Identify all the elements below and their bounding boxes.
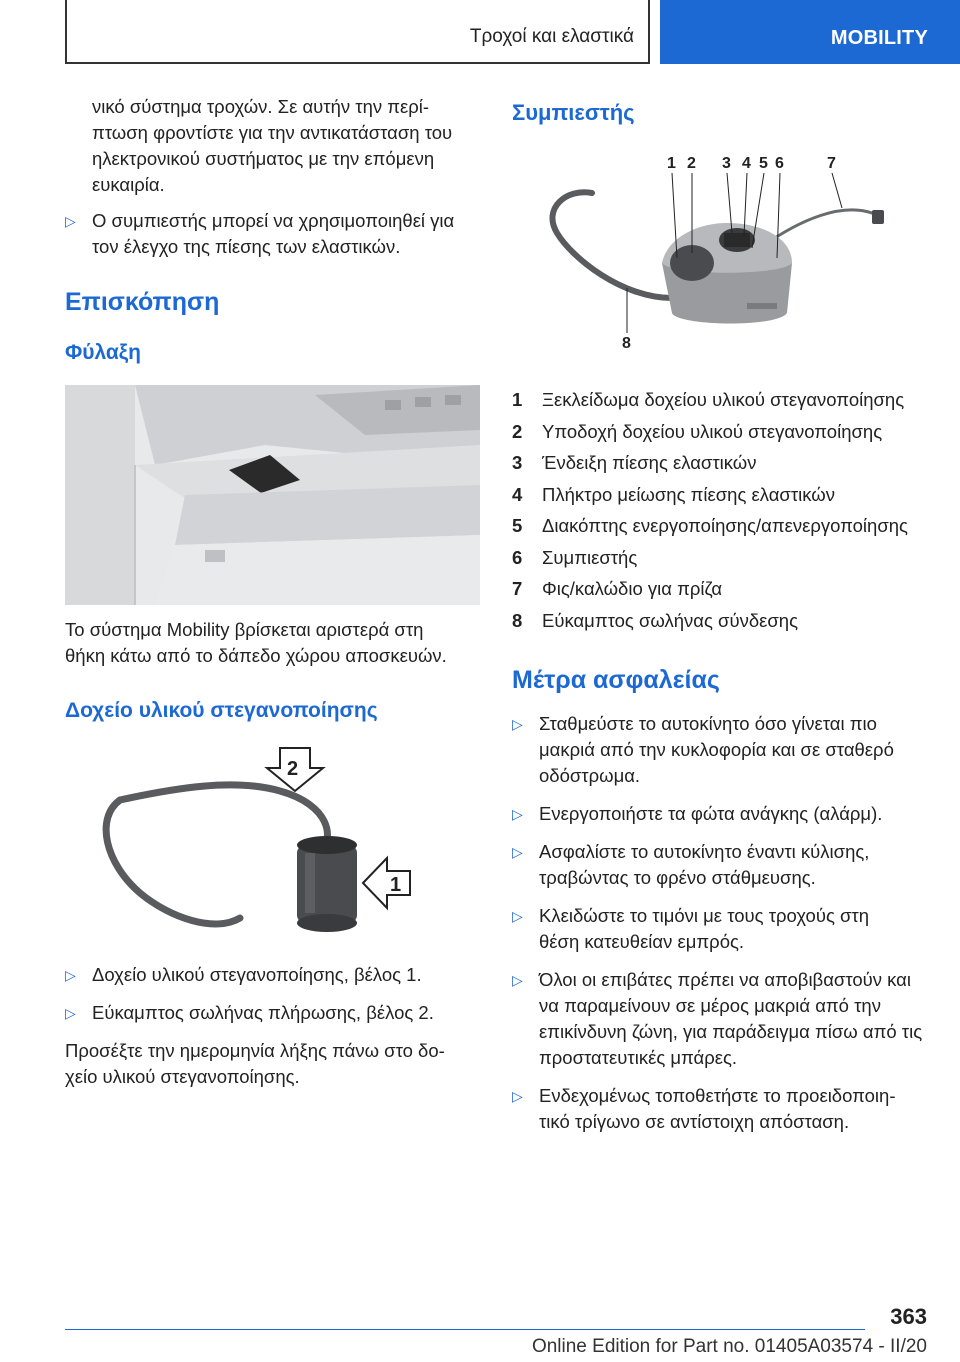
heading-sealant-container: Δοχείο υλικού στεγανοποίησης	[65, 699, 378, 722]
text-line: Ενδεχομένως τοποθετήστε το προειδοποιη-	[539, 1085, 896, 1106]
text-line: Ασφαλίστε το αυτοκίνητο έναντι κύλισης,	[539, 841, 870, 862]
fig-label-1: 1	[667, 155, 676, 172]
legend-text: Υποδοχή δοχείου υλικού στεγανοποίησης	[542, 420, 883, 442]
legend-number: 7	[512, 578, 523, 599]
text-line: τραβώντας το φρένο στάθμευσης.	[539, 867, 816, 888]
heading-storage: Φύλαξη	[65, 341, 141, 364]
triangle-right-icon: ▷	[512, 1088, 523, 1104]
legend-row	[512, 384, 932, 416]
compressor-figure	[512, 148, 927, 358]
fig-label-7: 7	[827, 155, 836, 172]
footer-divider	[65, 1329, 865, 1330]
legend-text: Ένδειξη πίεσης ελαστικών	[542, 452, 757, 473]
container-bullets	[65, 962, 485, 1026]
triangle-right-icon: ▷	[65, 213, 76, 229]
text-line: Δοχείο υλικού στεγανοποίησης, βέλος 1.	[92, 964, 422, 985]
text-line: Εύκαμπτος σωλήνας πλήρωσης, βέλος 2.	[92, 1002, 434, 1023]
legend-row	[512, 605, 932, 637]
legend-row	[512, 542, 932, 574]
bullet-item	[512, 967, 932, 1071]
legend-row	[512, 416, 932, 448]
legend-number: 8	[512, 609, 523, 631]
text-line: μακριά από την κυκλοφορία και σε σταθερό	[539, 739, 894, 760]
arrow-label-1: 1	[390, 874, 402, 896]
triangle-right-icon: ▷	[65, 967, 76, 983]
text-line: νικό σύστημα τροχών. Σε αυτήν την περί-	[92, 96, 430, 117]
heading-overview: Επισκόπηση	[65, 288, 220, 316]
header-box	[65, 0, 650, 64]
triangle-right-icon: ▷	[512, 972, 523, 988]
safety-bullets	[512, 711, 932, 1135]
text-line: Όλοι οι επιβάτες πρέπει να αποβιβαστούν και	[539, 969, 911, 990]
fig-label-4: 4	[742, 155, 751, 172]
bullet-item	[512, 839, 932, 891]
text-line: Κλειδώστε το τιμόνι με τους τροχούς στη	[539, 905, 870, 926]
sealant-container-figure	[65, 743, 480, 948]
text-line: επικίνδυνη ζώνη, για παράδειγμα πίσω από τις	[539, 1021, 923, 1042]
text-line: Προσέξτε την ημερομηνία λήξης πάνω στο δο-	[65, 1040, 445, 1061]
legend-number: 1	[512, 389, 523, 410]
legend-row	[512, 479, 932, 511]
legend-text: Εύκαμπτος σωλήνας σύνδεσης	[542, 609, 798, 631]
fig-label-3: 3	[722, 155, 731, 172]
left-column	[65, 94, 485, 1090]
header-tab-mobility[interactable]	[660, 0, 960, 64]
legend-number: 6	[512, 546, 523, 568]
legend-text: Πλήκτρο μείωσης πίεσης ελαστικών	[542, 483, 835, 505]
triangle-right-icon: ▷	[512, 716, 523, 732]
compressor-legend	[512, 384, 932, 636]
bullet-item	[512, 903, 932, 955]
fig-label-2: 2	[687, 155, 696, 172]
footer-edition: Online Edition for Part no. 01405A03574 - II/20	[531, 1336, 927, 1357]
text-line: Το σύστημα Mobility βρίσκεται αριστερά στη	[65, 619, 424, 640]
legend-text: Φις/καλώδιο για πρίζα	[542, 578, 723, 599]
legend-text: Διακόπτης ενεργοποίησης/απενεργοποίησης	[542, 515, 908, 536]
expiry-text	[65, 1038, 485, 1090]
text-line: ευκαιρία.	[92, 174, 165, 195]
triangle-right-icon: ▷	[512, 844, 523, 860]
legend-row	[512, 510, 932, 542]
text-line: θέση κατευθείαν εμπρός.	[539, 931, 745, 952]
legend-row	[512, 447, 932, 479]
triangle-right-icon: ▷	[512, 806, 523, 822]
bullet-item	[65, 208, 485, 260]
text-line: ηλεκτρονικού συστήματος με την επόμενη	[92, 148, 435, 169]
intro-paragraph	[65, 94, 485, 198]
legend-number: 5	[512, 515, 523, 536]
legend-text: Ξεκλείδωμα δοχείου υλικού στεγανοποίησης	[542, 389, 905, 410]
text-line: τικό τρίγωνο σε αντίστοιχη απόσταση.	[539, 1111, 850, 1132]
header-tab-label: MOBILITY	[830, 27, 928, 49]
text-line: Σταθμεύστε το αυτοκίνητο όσο γίνεται πιο	[539, 713, 877, 734]
triangle-right-icon: ▷	[65, 1005, 76, 1021]
page-number: 363	[890, 1304, 927, 1329]
storage-text	[65, 617, 485, 669]
legend-text: Συμπιεστής	[542, 546, 638, 568]
bullet-item	[65, 1000, 485, 1026]
bullet-item	[512, 1083, 932, 1135]
header-title: Τροχοί και ελαστικά	[469, 26, 634, 47]
arrow-label-2: 2	[287, 758, 299, 780]
heading-compressor: Συμπιεστής	[512, 100, 635, 125]
legend-number: 2	[512, 420, 523, 442]
bullet-item	[65, 962, 485, 988]
text-line: Ο συμπιεστής μπορεί να χρησιμοποιηθεί για	[92, 210, 455, 231]
fig-label-6: 6	[775, 155, 784, 172]
bullet-item	[512, 801, 932, 827]
text-line: πτωση φροντίστε για την αντικατάσταση του	[92, 122, 453, 143]
text-line: οδόστρωμα.	[539, 765, 641, 786]
bullet-item	[512, 711, 932, 789]
legend-number: 4	[512, 483, 523, 505]
legend-number: 3	[512, 452, 523, 473]
text-line: Ενεργοποιήστε τα φώτα ανάγκης (αλάρμ).	[539, 803, 883, 824]
heading-safety-measures: Μέτρα ασφαλείας	[512, 666, 720, 694]
text-line: να παραμείνουν σε μέρος μακριά από την	[539, 995, 881, 1016]
right-column	[512, 100, 932, 1147]
storage-photo	[65, 385, 480, 605]
text-line: χείο υλικού στεγανοποίησης.	[65, 1066, 300, 1087]
fig-label-5: 5	[759, 155, 768, 172]
legend-row	[512, 573, 932, 605]
triangle-right-icon: ▷	[512, 908, 523, 924]
text-line: θήκη κάτω από το δάπεδο χώρου αποσκευών.	[65, 645, 447, 666]
text-line: τον έλεγχο της πίεσης των ελαστικών.	[92, 236, 401, 257]
fig-label-8: 8	[622, 335, 631, 352]
text-line: προστατευτικές μπάρες.	[539, 1047, 738, 1068]
